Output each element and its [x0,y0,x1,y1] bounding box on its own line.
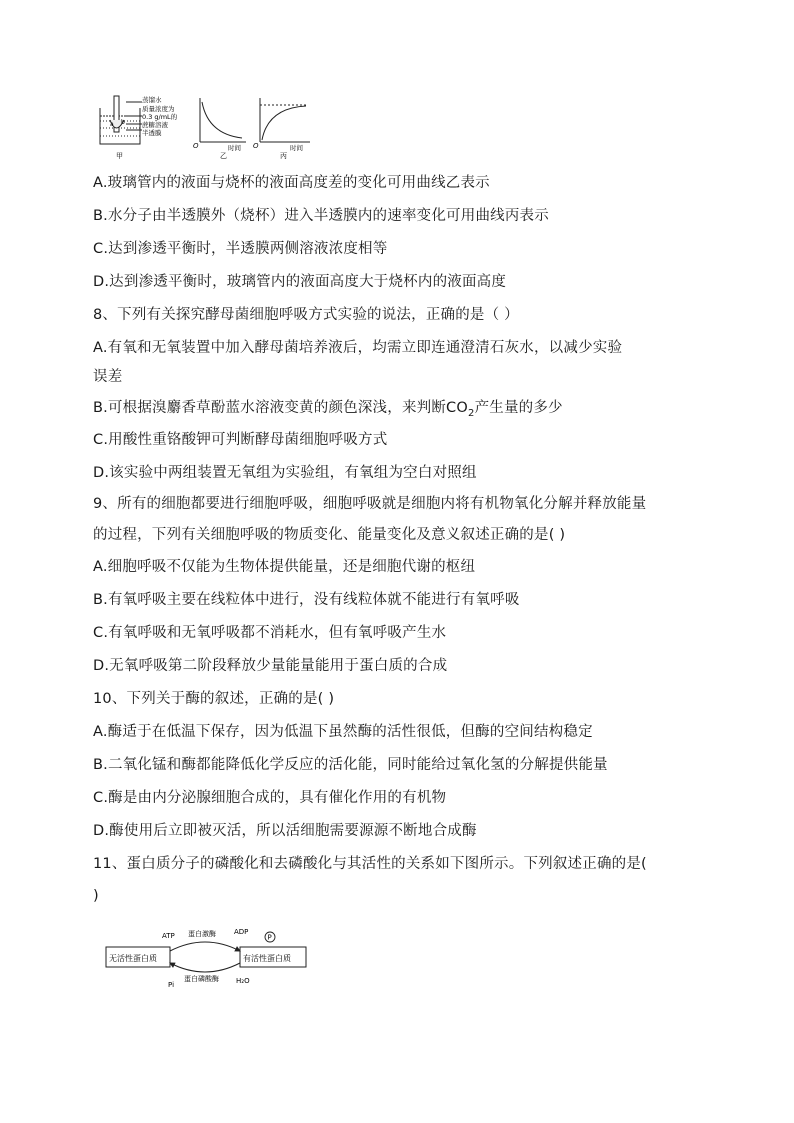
q9-stem-line1: 9、所有的细胞都要进行细胞呼吸，细胞呼吸就是细胞内将有机物氧化分解并释放能量 [93,496,647,512]
q8-option-b-tail: 产生量的多少 [474,400,563,416]
q9-option-c: C.有氧呼吸和无氧呼吸都不消耗水，但有氧呼吸产生水 [93,625,447,641]
phosphorylation-figure [100,925,320,989]
q8-option-a-cont: 误差 [93,369,123,385]
pi-label: Pi [168,981,175,989]
q8-option-c: C.用酸性重铬酸钾可判断酵母菌细胞呼吸方式 [93,432,388,448]
osmosis-figure [96,94,316,162]
q9-option-b: B.有氧呼吸主要在线粒体中进行，没有线粒体就不能进行有氧呼吸 [93,592,520,608]
curve-bing-xaxis: 时间 [290,144,303,152]
beaker-marker-a: a [110,121,114,128]
q11-stem-line1: 11、蛋白质分子的磷酸化和去磷酸化与其活性的关系如下图所示。下列叙述正确的是( [93,856,647,872]
curve-bing-origin: O [253,142,259,150]
q8-option-d: D.该实验中两组装置无氧组为实验组，有氧组为空白对照组 [93,465,477,481]
phosphatase-label: 蛋白磷酸酶 [184,975,219,983]
q10-option-c: C.酶是由内分泌腺细胞合成的，具有催化作用的有机物 [93,790,447,806]
q9-stem-line2: 的过程，下列有关细胞呼吸的物质变化、能量变化及意义叙述正确的是( ) [93,527,566,543]
q10-option-b: B.二氧化锰和酶都能降低化学反应的活化能，同时能给过氧化氢的分解提供能量 [93,757,608,773]
kinase-label: 蛋白激酶 [188,930,216,938]
inactive-protein-label: 无活性蛋白质 [109,954,157,963]
water-label: H₂O [236,977,250,985]
kinase-arrow [170,942,240,951]
q8-option-a: A.有氧和无氧装置中加入酵母菌培养液后，均需立即连通澄清石灰水，以减少实验 [93,340,623,356]
beaker-label-1: 蒸馏水 [142,96,162,104]
q8-option-b [93,398,563,424]
q7-option-a: A.玻璃管内的液面与烧杯的液面高度差的变化可用曲线乙表示 [93,175,490,191]
co2-subscript: 2 [468,407,475,419]
phosphate-circle-label: P [267,933,272,942]
beaker-label-3: 0.3 g/mL的 [142,113,178,121]
active-protein-label: 有活性蛋白质 [243,954,291,963]
q9-option-a: A.细胞呼吸不仅能为生物体提供能量，还是细胞代谢的枢纽 [93,559,476,575]
curve-yi-xaxis: 时间 [228,144,241,152]
q8-option-b-text: B.可根据溴麝香草酚蓝水溶液变黄的颜色深浅，来判断CO [93,400,468,416]
q10-option-d: D.酶使用后立即被灭活，所以活细胞需要源源不断地合成酶 [93,823,477,839]
phosphatase-arrow [170,963,240,972]
q9-option-d: D.无氧呼吸第二阶段释放少量能量能用于蛋白质的合成 [93,658,448,674]
beaker-label-5: 半透膜 [142,129,162,137]
q7-option-b: B.水分子由半透膜外（烧杯）进入半透膜内的速率变化可用曲线丙表示 [93,208,549,224]
q10-stem: 10、下列关于酶的叙述，正确的是( ) [93,691,335,707]
panel-label-bing: 丙 [280,152,287,160]
q7-option-d: D.达到渗透平衡时，玻璃管内的液面高度大于烧杯内的液面高度 [93,274,507,290]
panel-label-jia: 甲 [116,152,123,160]
curve-yi-origin: O [193,142,199,150]
panel-label-yi: 乙 [220,152,227,160]
curve-bing [260,98,310,142]
q7-option-c: C.达到渗透平衡时，半透膜两侧溶液浓度相等 [93,241,388,257]
q11-stem-line2: ) [93,888,99,904]
beaker-label-4: 蔗糖溶液 [142,121,168,129]
q8-stem: 8、下列有关探究酵母菌细胞呼吸方式实验的说法，正确的是（ ） [93,307,519,323]
adp-label: ADP [234,928,249,936]
q10-option-a: A.酶适于在低温下保存，因为低温下虽然酶的活性很低，但酶的空间结构稳定 [93,724,593,740]
curve-yi [200,98,246,142]
atp-label: ATP [162,932,175,940]
beaker-marker-b: b [121,119,125,126]
beaker-label-2: 质量浓度为 [142,105,175,113]
